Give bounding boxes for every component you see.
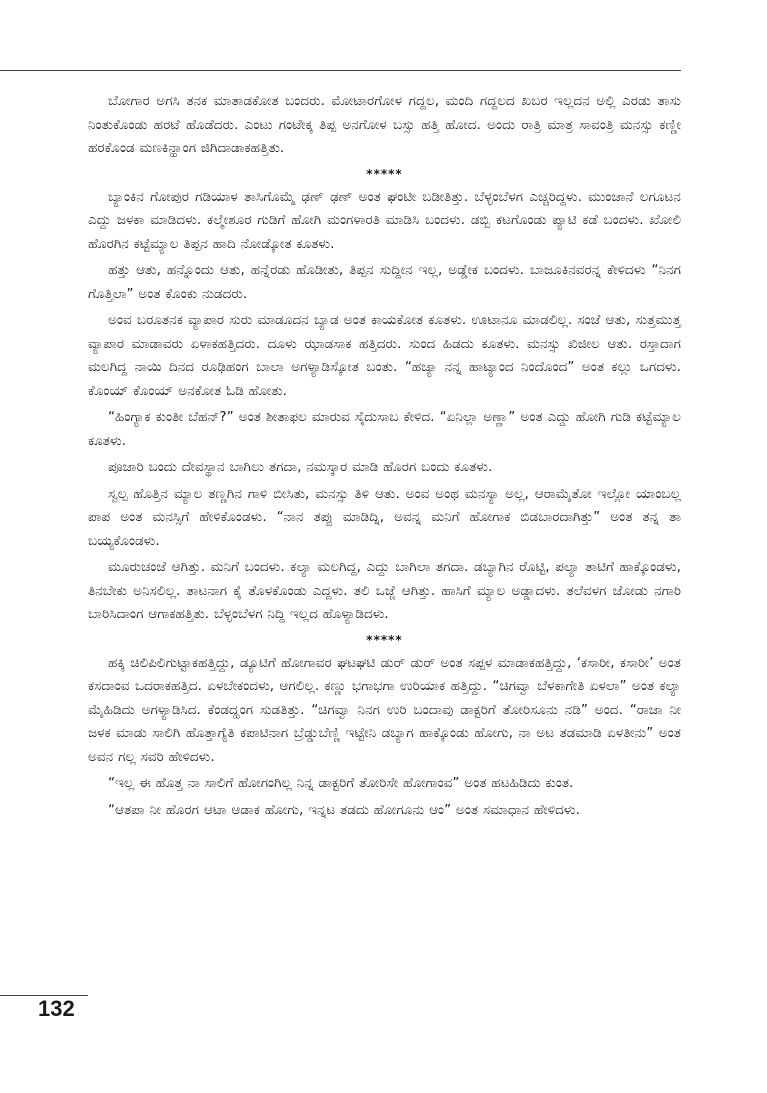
paragraph: ಹಕ್ಕಿ ಚಿಲಿಪಿಲಿಗುಟ್ಟಾಕಹತ್ತಿದ್ದು, ಡ್ಯೂಟಿಗೆ ಹೋಗಾವರ ಘಟಘಟಿ ಡುರ್ ಡುರ್ ಅಂತ ಸಪ್ಪಳ ಮಾಡಾಕಹತ್ತಿದ್ದು, ‘ಕಸಾರೀ, ಕಸಾರೀ’ ಅಂತ ಕಸದಾಂವ ಒದರಾಕಹತ್ತಿದ. ಏಳಬೇಕಂದಳು, ಆಗಲಿಲ್ಲ. ಕಣ್ಣು ಭಗಾಭಗಾ ಉರಿಯಾಕ ಹತ್ತಿದ್ದು. “ಚಿಗವ್ವಾ ಬೆಳಕಾಗೇತಿ ಏಳಲಾ” ಅಂತ ಕಲ್ಯಾ ಮೈಹಿಡಿದು ಅಗಳ್ಯಾಡಿಸಿದ. ಕೆಂಡದ್ಹಂಗ ಸುಡತಿತ್ತು. “ಚಿಗವ್ವಾ ನಿನಗ ಉರಿ ಬಂದಾವು ಡಾಕ್ಟರಿಗೆ ತೋರಿಸೂನು ನಡಿ” ಅಂದ. “ರಾಜಾ ನೀ ಜಳಕ ಮಾಡು ಸಾಲಿಗಿ ಹೊತ್ತಾಗ್ಯೆತಿ ಕಪಾಟಿನಾಗ ಬ್ರೆಡ್ಡುಬೆಣ್ಣಿ ಇಟ್ಟೇನಿ ಡಬ್ಯಾಗ ಹಾಕ್ಕೊಂಡು ಹೋಗು, ನಾ ಅಟ ತಡಮಾಡಿ ಏಳತೀನು” ಅಂತ ಅವನ ಗಲ್ಲ ಸವರಿ ಹೇಳಿದಳು.: [88, 654, 681, 765]
paragraph: ಸ್ವಲ್ಪ ಹೊತ್ತಿನ ಮ್ಯಾಲ ತಣ್ಣಗಿನ ಗಾಳಿ ಬೀಸಿತು, ಮನಸ್ಸು ತಿಳಿ ಆತು. ಅಂವ ಅಂಥ ಮನಸ್ಯಾ ಅಲ್ಲ, ಆರಾಮೈತೋ ಇಲ್ಲೋ ಯಾಂಬಲ್ಲ ಪಾಪ ಅಂತ ಮನಸ್ಸಿಗೆ ಹೇಳಿಕೊಂಡಳು. “ನಾನ ತಪ್ಪು ಮಾಡಿದ್ನಿ, ಅವನ್ನ ಮನಿಗೆ ಹೋಗಾಕ ಬಿಡಬಾರದಾಗಿತ್ತು” ಅಂತ ತನ್ನ ತಾ ಬಯ್ಯಕೊಂಡಳು.: [88, 485, 681, 549]
section-separator: *****: [366, 166, 403, 181]
header-rule: [0, 70, 681, 71]
section-separator: *****: [366, 632, 403, 647]
paragraph: ಬ್ಯಾಂಕಿನ ಗೋಪುರ ಗಡಿಯಾಳ ತಾಸಿಗೊಮ್ಮೆ ಢಣ್ ಢಣ್ ಅಂತ ಘಂಟೀ ಬಡೀತಿತ್ತು. ಬೆಳ್ಳಂಬೆಳಗ ಎಚ್ಚರಿದ್ದಳು. ಮುಂಜಾನೆ ಲಗೂಟನ ಎದ್ದು ಜಳಕಾ ಮಾಡಿದಳು. ಕಲ್ಮೇಶೂರ ಗುಡಿಗೆ ಹೋಗಿ ಮಂಗಳಾರತಿ ಮಾಡಿಸಿ ಬಂದಳು. ಡಬ್ಬಿ ಕಟಗೊಂಡು ಪ್ಯಾಟಿ ಕಡೆ ಬಂದಳು. ಖೋಲಿ ಹೊರಗಿನ ಕಟ್ಟೆಮ್ಯಾಲ ತಿಪ್ಪನ ಹಾದಿ ನೋಡ್ಕೋತ ಕೂತಳು.: [88, 188, 681, 252]
paragraph: ಪೂಜಾರಿ ಬಂದು ದೇವಸ್ಥಾನ ಬಾಗಿಲು ತಗದಾ, ನಮಸ್ಕಾರ ಮಾಡಿ ಹೊರಗ ಬಂದು ಕೂತಳು.: [108, 459, 493, 475]
paragraph: ಅಂವ ಬರೂತನಕ ವ್ಯಾಪಾರ ಸುರು ಮಾಡೂದನ ಬ್ಯಾಡ ಅಂತ ಕಾಯಕೋತ ಕೂತಳು. ಊಟಾನೂ ಮಾಡಲಿಲ್ಲ. ಸಂಜೆ ಆತು, ಸುತ್ತಮುತ್ತ ವ್ಯಾಪಾರ ಮಾಡಾವರು ಏಳಾಕಹತ್ತಿದರು. ದೂಳು ಝಾಡಸಾಕ ಹತ್ತಿದರು. ಸುಂದ ಹಿಡದು ಕೂತಳು. ಮನಸ್ಸು ಖಿಜೀಲ ಆತು. ರಸ್ತಾದಾಗ ಮಲಗಿದ್ದ ನಾಯಿ ದಿನದ ರೂಢಿಹಂಗ ಬಾಲಾ ಅಗಳ್ಯಾಡಿಸ್ಕೋತ ಬಂತು. “ಹಚ್ಯಾ ನನ್ನ ಹಾಟ್ಯಾಂದ ನಿಂದೊಂದ” ಅಂತ ಕಲ್ಲು ಒಗದಳು. ಕೊಂಯ್ ಕೊಂಯ್ ಅನಕೋತ ಓಡಿ ಹೋತು.: [88, 312, 681, 399]
paragraph: “ಇಲ್ಲ ಈ ಹೊತ್ತ ನಾ ಸಾಲಿಗೆ ಹೋಗಂಗಿಲ್ಲ ನಿನ್ನ ಡಾಕ್ಟರಿಗೆ ತೋರಿಸೇ ಹೋಗಾಂವ” ಅಂತ ಹಟಹಿಡಿದು ಕುಂತ.: [108, 775, 574, 791]
paragraph: “ಹಿಂಗ್ಯಾಕ ಕುಂತೀ ಬೆಹನ್?” ಅಂತ ಶೀತಾಫಲ ಮಾರುವ ಸೈದುಸಾಬ ಕೇಳಿದ. “ಏನಿಲ್ಲಾ ಅಣ್ಣಾ” ಅಂತ ಎದ್ದು ಹೋಗಿ ಗುಡಿ ಕಟ್ಟೆಮ್ಯಾಲ ಕೂತಳು.: [88, 409, 681, 449]
page-number: 132: [38, 996, 75, 1021]
paragraph: ಹತ್ತು ಆತು, ಹನ್ನೊಂದು ಆತು, ಹನ್ನೆರಡು ಹೊಡೀತು, ತಿಪ್ಪನ ಸುದ್ದೀನ ಇಲ್ಲ, ಅಡ್ಡೇಕ ಬಂದಳು. ಬಾಜೂಕಿನವರನ್ನ ಕೇಳಿದಳು “ನಿನಗ ಗೊತ್ತಿಲಾ” ಅಂತ ಕೊಂಕು ನುಡದರು.: [88, 262, 681, 302]
paragraph: ಮೂರುಚಂಜೆ ಆಗಿತ್ತು. ಮನಿಗೆ ಬಂದಳು. ಕಲ್ಯಾ ಮಲಗಿದ್ದ, ಎದ್ದು ಬಾಗಿಲಾ ತಗದಾ. ಡಬ್ಯಾಗಿನ ರೊಟ್ಟಿ, ಪಲ್ಯಾ ತಾಟಿಗೆ ಹಾಕ್ಕೊಂಡಳು, ತಿನಬೇಕು ಅನಿಸಲಿಲ್ಲ. ತಾಟನಾಗ ಕೈ ತೊಳಕೊಂಡು ಎದ್ದಳು. ತಲಿ ಒಜ್ಜೆ ಆಗಿತ್ತು. ಹಾಸಿಗೆ ಮ್ಯಾಲ ಅಡ್ಡಾದಳು. ತಲೆವಳಗ ಜೋಡು ನಗಾರಿ ಬಾರಿಸಿದಾಂಗ ಆಗಾಕಹತ್ತಿತು. ಬೆಳ್ಳಂಬೆಳಗ ನಿದ್ದಿ ಇಲ್ಲದ ಹೊಳ್ಯಾಡಿದಳು.: [88, 559, 681, 622]
paragraph: ಬೋಗಾರ ಅಗಸಿ ತನಕ ಮಾತಾಡಕೋತ ಬಂದರು. ಮೋಟಾರಗೋಳ ಗದ್ದಲ, ಮಂದಿ ಗದ್ದಲದ ಖಬರ ಇಲ್ಲದನ ಅಲ್ಲಿ ಎರಡು ತಾಸು ನಿಂತುಕೊಂಡು ಹರಟೆ ಹೊಡೆದರು. ಎಂಟು ಗಂಟೇಕ್ಕ ತಿಪ್ಪ ಅನಗೋಳ ಬಸ್ಸು ಹತ್ತಿ ಹೋದ. ಅಂದು ರಾತ್ರಿ ಮಾತ್ರ ಸಾವಂತ್ರಿ ಮನಸ್ಸು ಕಣ್ಣೀ ಹರಕೊಂಡ ಮಣಕಿನ್ಹಾಂಗ ಜಿಗಿದಾಡಾಕಹತ್ತಿತು.: [88, 93, 681, 156]
page-body: [88, 90, 681, 825]
paragraph: “ಆತಪಾ ನೀ ಹೊರಗ ಆಟಾ ಆಡಾಕ ಹೋಗು, ಇನ್ನಟ ತಡದು ಹೋಗೂನು ಆಂ” ಅಂತ ಸಮಾಧಾನ ಹೇಳಿದಳು.: [108, 801, 580, 818]
